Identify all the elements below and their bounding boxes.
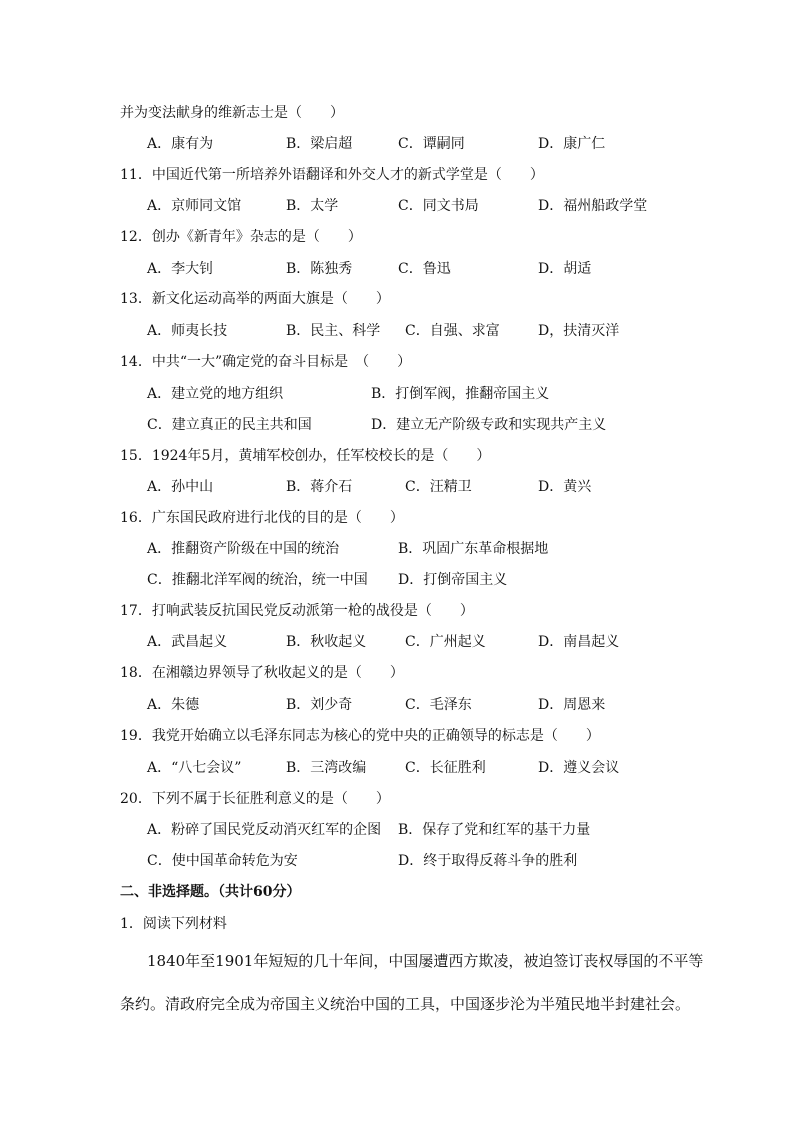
option-d: D．黄兴 (538, 479, 592, 495)
option-d: D．遵义会议 (538, 760, 620, 776)
question-11-options (147, 197, 767, 215)
option-a: A．师夷长技 (147, 323, 228, 339)
question-16: 16．广东国民政府进行北伐的目的是（ ） (120, 510, 404, 526)
option-b: B．三湾改编 (286, 760, 367, 776)
question-19: 19．我党开始确立以毛泽东同志为核心的党中央的正确领导的标志是（ ） (120, 728, 600, 744)
option-b: B．梁启超 (286, 136, 353, 152)
option-b: B．民主、科学 (286, 323, 381, 339)
question-14-options-row1 (147, 385, 767, 403)
question-17: 17．打响武装反抗国民党反动派第一枪的战役是（ ） (120, 603, 474, 619)
option-c: C．毛泽东 (405, 697, 472, 713)
option-c: C．推翻北洋军阀的统治，统一中国 (147, 572, 368, 588)
option-c: C．鲁迅 (398, 261, 451, 277)
question-15-options (147, 478, 767, 496)
option-a: A．孙中山 (147, 479, 214, 495)
question-20: 20．下列不属于长征胜利意义的是（ ） (120, 791, 390, 807)
option-a: A．粉碎了国民党反动消灭红军的企图 (147, 822, 382, 838)
question-16-options-row2 (147, 571, 767, 589)
option-c: C．汪精卫 (405, 479, 472, 495)
option-a: A．朱德 (147, 697, 200, 713)
question-20-options-row2 (147, 852, 767, 870)
option-d: D．打倒帝国主义 (398, 572, 508, 588)
option-b: B．蒋介石 (286, 479, 353, 495)
option-c: C．建立真正的民主共和国 (147, 417, 312, 433)
option-d: D．胡适 (538, 261, 592, 277)
option-d: D．南昌起义 (538, 634, 620, 650)
question-12-options (147, 260, 767, 278)
option-c: C．同文书局 (398, 198, 479, 214)
option-c: C．长征胜利 (405, 760, 486, 776)
option-a: A．武昌起义 (147, 634, 228, 650)
option-d: D，扶清灭洋 (538, 323, 620, 339)
option-c: C．谭嗣同 (398, 136, 465, 152)
question-13: 13．新文化运动高举的两面大旗是（ ） (120, 291, 390, 307)
option-a: A．“八七会议” (147, 760, 242, 776)
question-18-options (147, 696, 767, 714)
option-b: B．保存了党和红军的基干力量 (398, 822, 591, 838)
option-c: C．自强、求富 (405, 323, 500, 339)
option-a: A．推翻资产阶级在中国的统治 (147, 541, 340, 557)
question-14-options-row2 (147, 416, 767, 434)
material-paragraph-line-1: 1840年至1901年短短的几十年间，中国屡遭西方欺凌，被迫签订丧权辱国的不平等 (147, 952, 704, 970)
option-c: C．使中国革命转危为安 (147, 853, 298, 869)
option-b: B．太学 (286, 198, 339, 214)
question-10-options (147, 135, 767, 153)
option-a: A．李大钊 (147, 261, 214, 277)
question-20-options-row1 (147, 821, 767, 839)
material-paragraph-line-2: 条约。清政府完全成为帝国主义统治中国的工具，中国逐步沦为半殖民地半封建社会。 (120, 995, 691, 1013)
option-a: A．建立党的地方组织 (147, 386, 284, 402)
option-d: D．康广仁 (538, 136, 606, 152)
option-a: A．京师同文馆 (147, 198, 242, 214)
question-13-options (147, 322, 767, 340)
option-b: B．秋收起义 (286, 634, 367, 650)
question-11: 11．中国近代第一所培养外语翻译和外交人才的新式学堂是（ ） (120, 167, 544, 183)
question-10-continuation: 并为变法献身的维新志士是（ ） (120, 105, 344, 121)
option-d: D．终于取得反蒋斗争的胜利 (398, 853, 578, 869)
option-b: B．打倒军阀，推翻帝国主义 (371, 386, 550, 402)
question-17-options (147, 633, 767, 651)
question-14: 14．中共“一大”确定党的奋斗目标是 （ ） (120, 354, 412, 370)
option-b: B．巩固广东革命根据地 (398, 541, 549, 557)
question-15: 15．1924年5月，黄埔军校创办，任军校校长的是（ ） (120, 448, 491, 464)
option-c: C．广州起义 (405, 634, 486, 650)
question-1: 1．阅读下列材料 (120, 916, 227, 932)
option-b: B．陈独秀 (286, 261, 353, 277)
option-b: B．刘少奇 (286, 697, 353, 713)
option-d: D．福州船政学堂 (538, 198, 648, 214)
option-d: D．建立无产阶级专政和实现共产主义 (371, 417, 607, 433)
question-19-options (147, 759, 767, 777)
question-12: 12．创办《新青年》杂志的是（ ） (120, 229, 362, 245)
option-a: A．康有为 (147, 136, 214, 152)
section-2-title: 二、非选择题。（共计60分） (120, 884, 301, 900)
question-16-options-row1 (147, 540, 767, 558)
option-d: D．周恩来 (538, 697, 606, 713)
question-18: 18．在湘赣边界领导了秋收起义的是（ ） (120, 665, 404, 681)
